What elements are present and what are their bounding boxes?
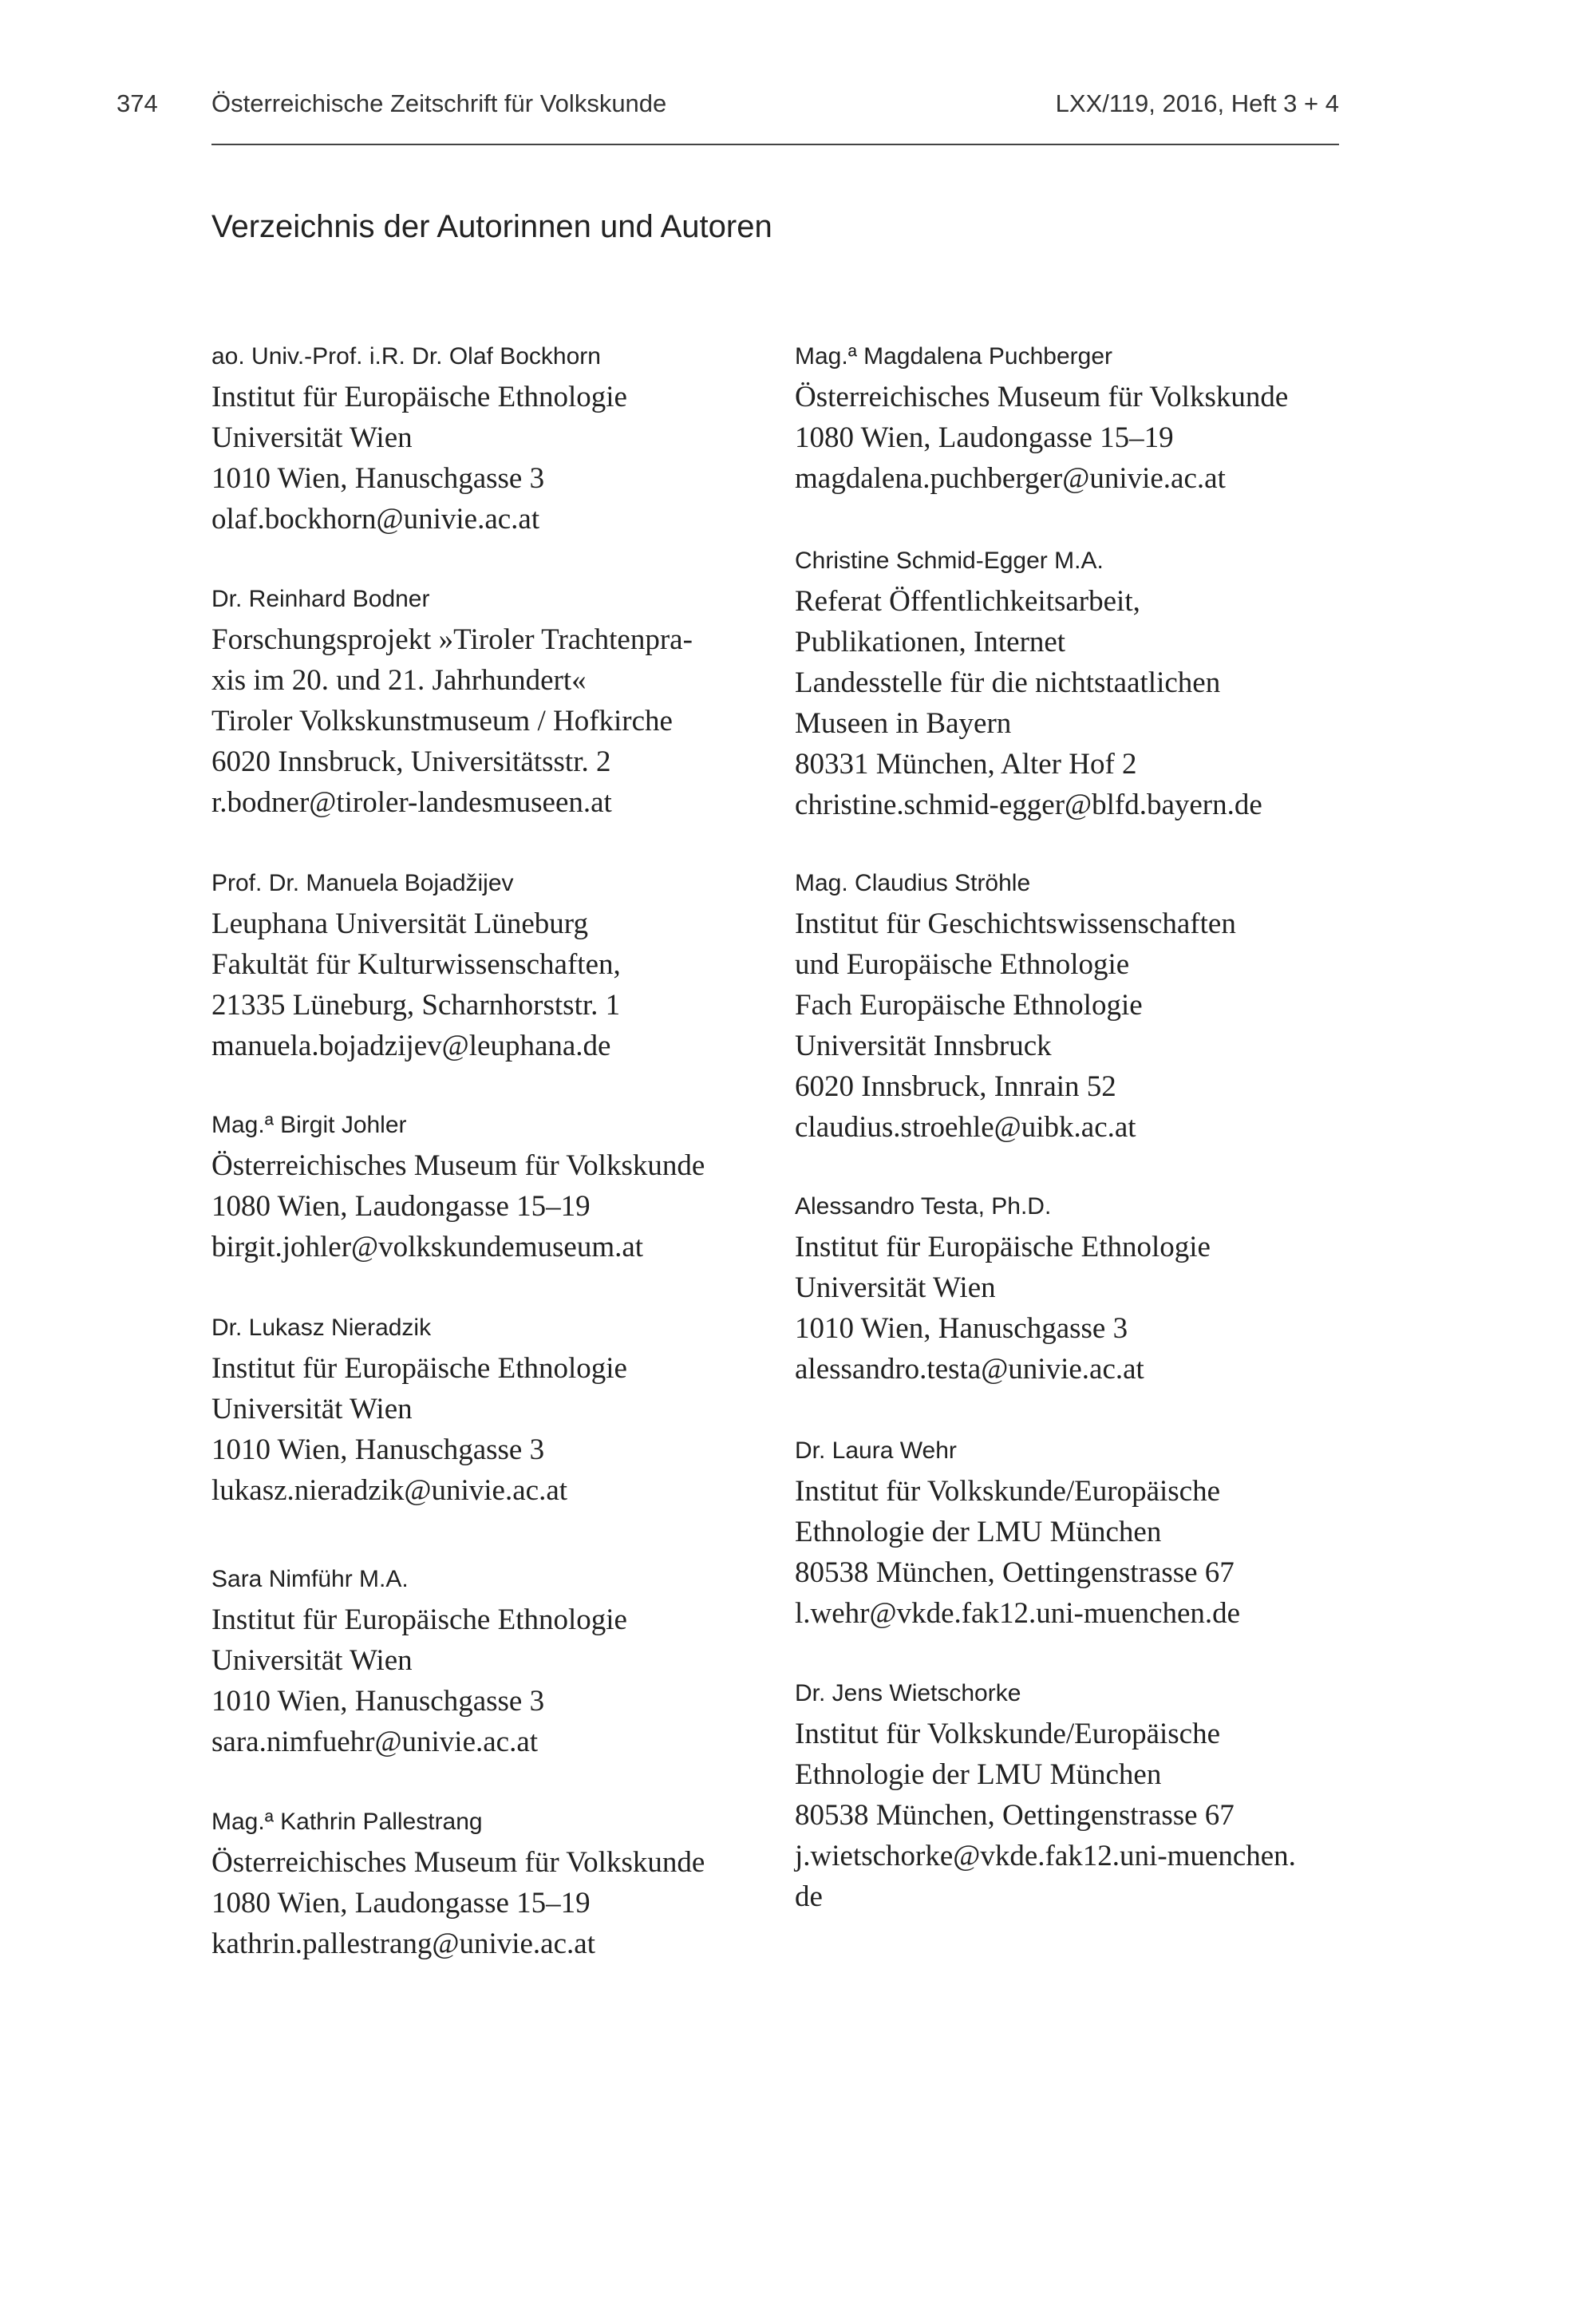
- author-email: kathrin.pallestrang@univie.ac.at: [211, 1927, 595, 1960]
- author-address-line: Tiroler Volkskunstmuseum / Hofkirche: [211, 705, 673, 737]
- author-email: j.wietschorke@vkde.fak12.uni-muenchen.: [795, 1840, 1296, 1872]
- author-address-line: Leuphana Universität Lüneburg: [211, 907, 588, 940]
- author-email: lukasz.nieradzik@univie.ac.at: [211, 1474, 568, 1507]
- author-address-line: Landesstelle für die nichtstaatlichen: [795, 666, 1221, 699]
- author-address-line: 1080 Wien, Laudongasse 15–19: [211, 1887, 591, 1920]
- author-name: Alessandro Testa, Ph.D.: [795, 1193, 1052, 1220]
- author-entry: [211, 579, 770, 823]
- author-address-line: Österreichisches Museum für Volkskunde: [795, 381, 1289, 413]
- author-name: Mag.ª Birgit Johler: [211, 1112, 407, 1138]
- author-address-line: Publikationen, Internet: [795, 626, 1066, 658]
- header-rule: [211, 144, 1339, 145]
- author-address-line: Ethnologie der LMU München: [795, 1516, 1162, 1548]
- author-address-line: Institut für Volkskunde/Europäische: [795, 1718, 1221, 1750]
- author-address-line: Institut für Geschichtswissenschaften: [795, 907, 1236, 940]
- author-entry: [211, 1801, 770, 1964]
- author-email: claudius.stroehle@uibk.ac.at: [795, 1111, 1136, 1144]
- author-name: Prof. Dr. Manuela Bojadžijev: [211, 870, 514, 896]
- author-email: birgit.johler@volkskundemuseum.at: [211, 1231, 644, 1263]
- author-name: Dr. Laura Wehr: [795, 1437, 957, 1464]
- author-address-line: 80331 München, Alter Hof 2: [795, 748, 1137, 781]
- author-address-line: Institut für Europäische Ethnologie: [211, 1603, 627, 1636]
- author-name: Mag.ª Kathrin Pallestrang: [211, 1809, 483, 1835]
- author-address-line: 1010 Wien, Hanuschgasse 3: [795, 1312, 1128, 1345]
- author-entry: [795, 1673, 1353, 1917]
- author-address-line: xis im 20. und 21. Jahrhundert«: [211, 664, 587, 697]
- author-address-line: 80538 München, Oettingenstrasse 67: [795, 1799, 1235, 1832]
- page-number: 374: [117, 89, 158, 117]
- author-address-line: 1080 Wien, Laudongasse 15–19: [211, 1190, 591, 1223]
- author-address-line: Institut für Europäische Ethnologie: [211, 1352, 627, 1385]
- author-email: sara.nimfuehr@univie.ac.at: [211, 1726, 539, 1758]
- author-address-line: 1010 Wien, Hanuschgasse 3: [211, 1433, 545, 1466]
- author-email: olaf.bockhorn@univie.ac.at: [211, 503, 540, 536]
- author-address-line: Museen in Bayern: [795, 707, 1012, 740]
- author-address-line: Universität Innsbruck: [795, 1030, 1052, 1062]
- author-entry: [795, 863, 1353, 1148]
- page-title: Verzeichnis der Autorinnen und Autoren: [211, 209, 772, 244]
- author-entry: [211, 1105, 770, 1267]
- author-address-line: und Europäische Ethnologie: [795, 948, 1130, 981]
- author-address-line: Institut für Volkskunde/Europäische: [795, 1475, 1221, 1508]
- author-address-line: Universität Wien: [211, 421, 413, 454]
- author-name: Sara Nimführ M.A.: [211, 1566, 409, 1592]
- author-name: Dr. Lukasz Nieradzik: [211, 1315, 432, 1341]
- author-address-line: Universität Wien: [211, 1644, 413, 1677]
- author-address-line: 80538 München, Oettingenstrasse 67: [795, 1556, 1235, 1589]
- author-entry: [795, 1430, 1353, 1634]
- author-email: manuela.bojadzijev@leuphana.de: [211, 1030, 611, 1062]
- author-name: Dr. Reinhard Bodner: [211, 586, 430, 612]
- author-email: magdalena.puchberger@univie.ac.at: [795, 462, 1226, 495]
- author-address-line: 1010 Wien, Hanuschgasse 3: [211, 462, 545, 495]
- author-address-line: Ethnologie der LMU München: [795, 1758, 1162, 1791]
- author-name: Christine Schmid-Egger M.A.: [795, 548, 1104, 574]
- author-address-line: 1080 Wien, Laudongasse 15–19: [795, 421, 1174, 454]
- author-address-line: Universität Wien: [795, 1271, 996, 1304]
- author-email: christine.schmid-egger@blfd.bayern.de: [795, 789, 1262, 821]
- author-address-line: Referat Öffentlichkeitsarbeit,: [795, 585, 1140, 618]
- author-address-line: Institut für Europäische Ethnologie: [211, 381, 627, 413]
- running-header-issue: LXX/119, 2016, Heft 3 + 4: [1055, 89, 1339, 117]
- author-entry: [211, 863, 770, 1066]
- author-entry: [211, 1559, 770, 1762]
- author-email: de: [795, 1880, 823, 1913]
- author-address-line: Fach Europäische Ethnologie: [795, 989, 1143, 1022]
- author-address-line: Forschungsprojekt »Tiroler Trachtenpra-: [211, 623, 693, 656]
- author-email: r.bodner@tiroler-landesmuseen.at: [211, 786, 612, 819]
- author-address-line: Österreichisches Museum für Volkskunde: [211, 1149, 705, 1182]
- author-name: Dr. Jens Wietschorke: [795, 1680, 1021, 1706]
- author-entry: [795, 1186, 1353, 1390]
- author-address-line: Universität Wien: [211, 1393, 413, 1425]
- author-entry: [795, 540, 1353, 825]
- author-address-line: Österreichisches Museum für Volkskunde: [211, 1846, 705, 1879]
- running-header-journal: Österreichische Zeitschrift für Volkskunde: [211, 89, 667, 117]
- author-email: alessandro.testa@univie.ac.at: [795, 1353, 1144, 1386]
- author-name: ao. Univ.-Prof. i.R. Dr. Olaf Bockhorn: [211, 343, 601, 370]
- author-entry: [795, 336, 1353, 499]
- author-name: Mag.ª Magdalena Puchberger: [795, 343, 1113, 370]
- author-address-line: 6020 Innsbruck, Innrain 52: [795, 1070, 1116, 1103]
- author-address-line: Institut für Europäische Ethnologie: [795, 1231, 1211, 1263]
- author-address-line: Fakultät für Kulturwissenschaften,: [211, 948, 621, 981]
- author-address-line: 6020 Innsbruck, Universitätsstr. 2: [211, 745, 611, 778]
- author-entry: [211, 336, 770, 540]
- author-address-line: 21335 Lüneburg, Scharnhorststr. 1: [211, 989, 621, 1022]
- author-address-line: 1010 Wien, Hanuschgasse 3: [211, 1685, 545, 1718]
- author-entry: [211, 1307, 770, 1511]
- author-email: l.wehr@vkde.fak12.uni-muenchen.de: [795, 1597, 1241, 1630]
- author-name: Mag. Claudius Ströhle: [795, 870, 1031, 896]
